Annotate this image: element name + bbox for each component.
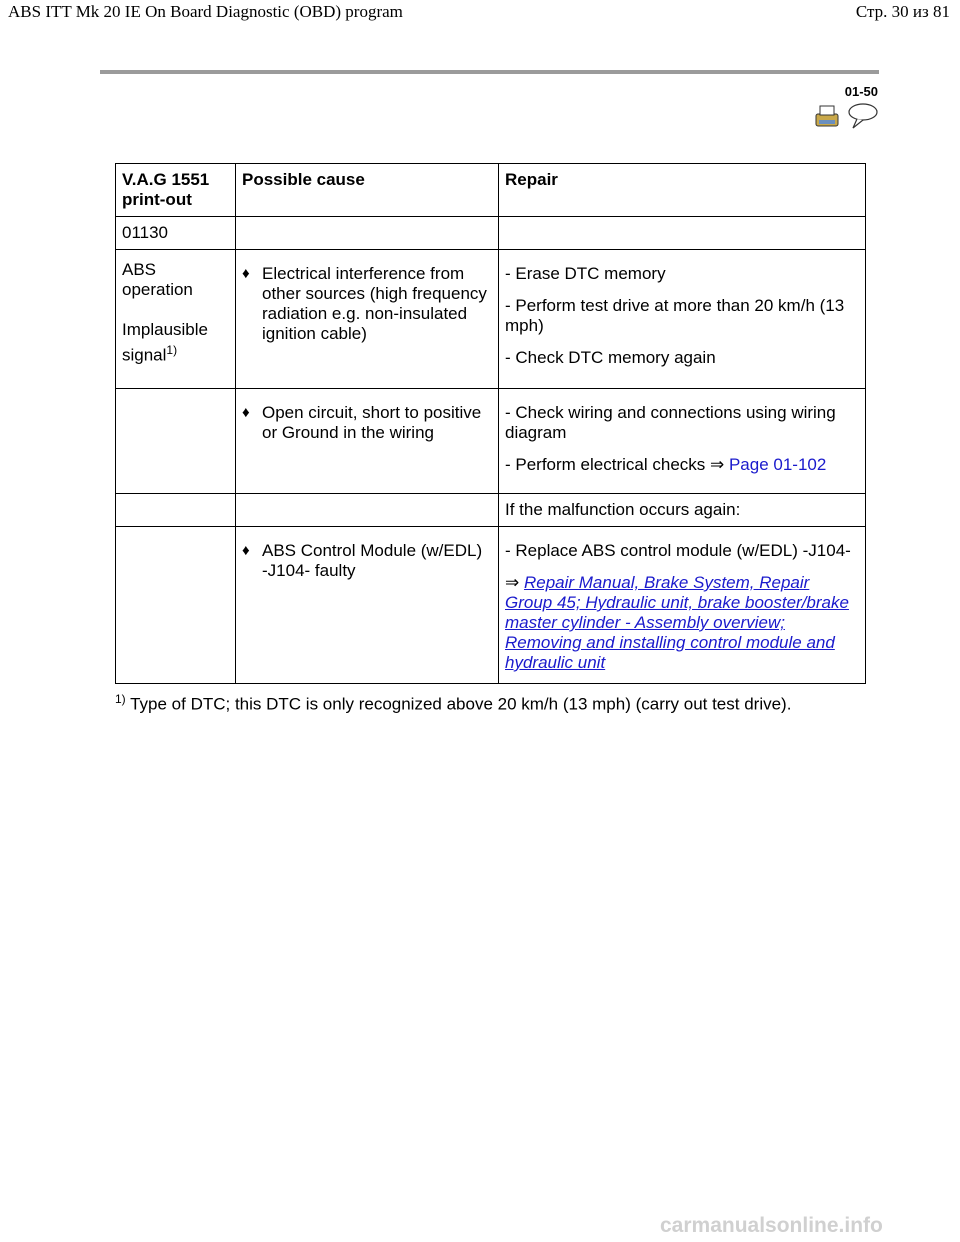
diamond-bullet-icon: ♦ (242, 542, 250, 559)
header-rule (100, 70, 879, 74)
printout-cell (116, 250, 236, 389)
table-header-row (116, 164, 866, 217)
watermark: carmanualsonline.info (660, 1214, 883, 1237)
repair-step: - Perform test drive at more than 20 km/h (13 mph) (505, 296, 845, 335)
printer-icon[interactable] (816, 106, 838, 126)
header-cause: Possible cause (236, 164, 499, 217)
diamond-bullet-icon: ♦ (242, 404, 250, 421)
footnote (115, 692, 791, 715)
table-row (116, 389, 866, 494)
header-printout: V.A.G 1551 print-out (116, 164, 236, 217)
footnote-text: Type of DTC; this DTC is only recognized above 20 km/h (13 mph) (carry out test drive). (125, 694, 792, 714)
cause-text: Electrical interference from other sources (high frequency radiation e.g. non-insulated ignition cable) (262, 264, 487, 343)
printout-line1: ABS operation (122, 260, 193, 299)
dtc-table (115, 163, 866, 684)
table-row (116, 527, 866, 684)
repair-cell (499, 527, 866, 684)
header-title: ABS ITT Mk 20 IE On Board Diagnostic (OBD) program (8, 2, 403, 21)
diamond-bullet-icon: ♦ (242, 265, 250, 282)
table-row (116, 250, 866, 389)
repair-step: - Check wiring and connections using wiring diagram (505, 403, 836, 442)
repair-step: - Check DTC memory again (505, 348, 716, 367)
header-repair: Repair (499, 164, 866, 217)
cause-cell (236, 250, 499, 389)
note-cell: If the malfunction occurs again: (499, 494, 866, 527)
table-row-code (116, 217, 866, 250)
cause-cell (236, 527, 499, 684)
cause-text: Open circuit, short to positive or Ground in the wiring (262, 403, 482, 442)
cause-cell (236, 389, 499, 494)
repair-cell (499, 389, 866, 494)
toolbar-icons (813, 102, 883, 130)
page-link[interactable]: Page 01-102 (728, 455, 827, 474)
cause-text: ABS Control Module (w/EDL) -J104- faulty (262, 541, 483, 580)
repair-reference (505, 573, 859, 673)
repair-step: - Replace ABS control module (w/EDL) -J104- (505, 541, 851, 560)
footnote-mark: 1) (115, 692, 126, 706)
repair-step: - Perform electrical checks ⇒ Page 01-102 (505, 455, 827, 474)
arrow-icon: ⇒ (505, 573, 524, 592)
header-page-info: Стр. 30 из 81 (855, 2, 950, 21)
page-number: 01-50 (844, 84, 878, 99)
repair-cell (499, 250, 866, 389)
printout-line2: Implausible signal (122, 320, 208, 365)
repair-step: - Erase DTC memory (505, 264, 666, 283)
dtc-code: 01130 (116, 217, 236, 250)
table-row-note (116, 494, 866, 527)
repair-manual-link[interactable]: Repair Manual, Brake System, Repair Group 45; Hydraulic unit, brake booster/brake master cylinder - Assembly overview; Removing and installing control module and hydraulic unit (505, 573, 849, 672)
speech-bubble-icon[interactable] (849, 104, 877, 128)
footnote-ref: 1) (166, 343, 178, 357)
